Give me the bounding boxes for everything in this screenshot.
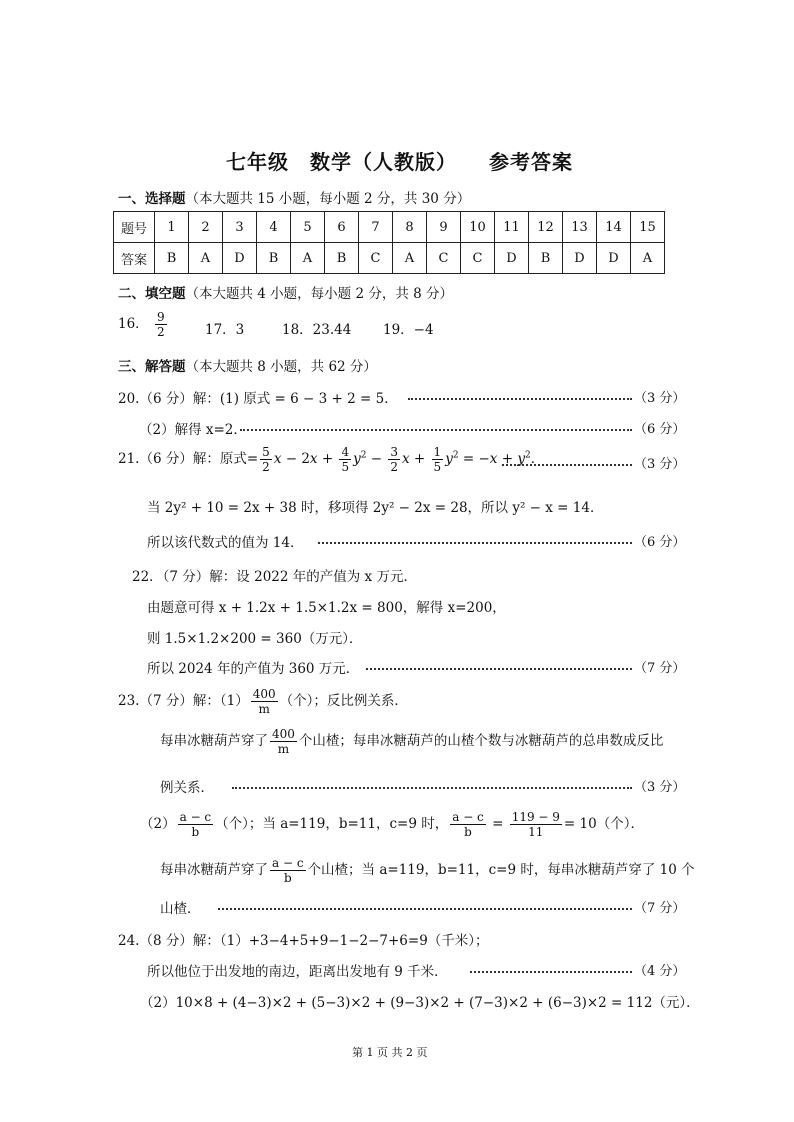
- table-cell: C: [427, 243, 461, 274]
- answer-table: [113, 211, 665, 274]
- denominator: m: [277, 742, 290, 756]
- numerator: 119 − 9: [511, 810, 560, 824]
- q23-line3: 例关系．: [160, 780, 214, 796]
- q16-denominator: 2: [156, 325, 165, 339]
- table-cell: 15: [631, 212, 665, 243]
- table-cell: 10: [461, 212, 495, 243]
- table-cell: 9: [427, 212, 461, 243]
- table-cell: 6: [325, 212, 359, 243]
- q23-line2-prefix: 每串冰糖葫芦穿了: [160, 733, 268, 749]
- q23-score2: （7 分）: [634, 901, 686, 916]
- table-cell: 14: [597, 212, 631, 243]
- fraction: [270, 727, 297, 756]
- denominator: m: [258, 702, 270, 716]
- q18-answer: 18．23.44: [282, 322, 352, 338]
- numerator: 400: [252, 687, 276, 701]
- table-cell: C: [359, 243, 393, 274]
- q21-prefix: 21.（6 分）解：原式=: [118, 451, 259, 467]
- denominator: b: [464, 825, 472, 839]
- q21-score1: （3 分）: [634, 457, 686, 472]
- q23-line4-prefix: （2）: [140, 816, 176, 832]
- q23-line1: [118, 687, 408, 716]
- q24-line1: 24.（8 分）解：（1）+3−4+5+9−1−2−7+6=9（千米）；: [118, 933, 489, 949]
- q23-line1-prefix: 23.（7 分）解：（1）: [118, 693, 249, 709]
- table-cell: D: [597, 243, 631, 274]
- q23-line4-mid: （个）；当 a=119，b=11，c=9 时，: [215, 816, 449, 832]
- table-row-numbers: [114, 212, 665, 243]
- q16-numerator: 9: [156, 310, 165, 324]
- q23-line6: 山楂．: [160, 901, 201, 917]
- table-cell: B: [325, 243, 359, 274]
- section-solve-label: 三、解答题: [118, 359, 186, 375]
- q21-line1: 21.（6 分）解：原式= $\frac{5}{2}$ x − 2x + $\frac{4}{5}$ $y^2$ − $\frac{3}{2}$ x + $\frac{1}{5}$ $y^2 = -x + y^2$．: [118, 445, 545, 474]
- denominator: 11: [528, 825, 544, 839]
- section-choice-note: （本大题共 15 小题，每小题 2 分，共 30 分）: [185, 191, 471, 207]
- page-title: 七年级 数学（人教版） 参考答案: [226, 150, 573, 174]
- leader-dots: [240, 429, 632, 431]
- q23-line5-prefix: 每串冰糖葫芦穿了: [160, 862, 268, 878]
- q21-line2: 当 2y² + 10 = 2x + 38 时，移项得 2y² − 2x = 28，所以 y² − x = 14．: [147, 500, 604, 516]
- leader-dots: [470, 971, 632, 973]
- numerator: 400: [272, 727, 295, 741]
- fraction: $\frac{5}{2}$: [262, 445, 270, 474]
- leader-dots: [366, 668, 632, 670]
- table-cell: A: [189, 243, 223, 274]
- numerator: a − c: [272, 856, 304, 870]
- fraction: $\frac{4}{5}$: [341, 445, 350, 474]
- q22-score: （7 分）: [634, 661, 686, 676]
- section-choice-label: 一、选择题: [118, 191, 186, 207]
- q22-line3: 则 1.5×1.2×200 = 360（万元）．: [147, 631, 363, 647]
- section-solve-note: （本大题共 8 小题，共 62 分）: [185, 359, 377, 375]
- table-cell: D: [563, 243, 597, 274]
- q23-line4-suffix: = 10（个）．: [563, 816, 644, 832]
- q16-label: 16．: [118, 316, 149, 332]
- page-footer: 第 1 页 共 2 页: [352, 1046, 428, 1059]
- leader-dots: [408, 398, 632, 400]
- leader-dots: [318, 542, 632, 544]
- q23-score1: （3 分）: [634, 780, 686, 795]
- q24-line3: （2）10×8 + (4−3)×2 + (5−3)×2 + (9−3)×2 + (7−3)×2 + (6−3)×2 = 112（元）．: [140, 995, 700, 1011]
- table-cell: D: [495, 243, 529, 274]
- q21-line3: 所以该代数式的值为 14．: [147, 535, 304, 551]
- fraction: [510, 810, 562, 839]
- fraction: $\frac{1}{5}$: [433, 445, 442, 474]
- denominator: b: [191, 825, 200, 839]
- q23-line2: [160, 727, 663, 756]
- table-cell: A: [291, 243, 325, 274]
- table-cell: 13: [563, 212, 597, 243]
- q21-score2: （6 分）: [634, 535, 686, 550]
- q23-line2-suffix: 个山楂；每串冰糖葫芦的山楂个数与冰糖葫芦的总串数成反比: [298, 733, 664, 749]
- numerator: a − c: [452, 810, 484, 824]
- table-cell: 7: [359, 212, 393, 243]
- q20-score2: （6 分）: [634, 422, 686, 437]
- section-fill-label: 二、填空题: [118, 286, 186, 302]
- table-cell: A: [631, 243, 665, 274]
- table-cell: C: [461, 243, 495, 274]
- table-cell: 2: [189, 212, 223, 243]
- numerator: a − c: [179, 810, 212, 824]
- section-choice-heading: [118, 187, 470, 207]
- table-cell: 5: [291, 212, 325, 243]
- q22-line4: 所以 2024 年的产值为 360 万元．: [147, 661, 360, 677]
- q22-line1: 22．（7 分）解：设 2022 年的产值为 x 万元．: [132, 569, 417, 585]
- table-cell: B: [257, 243, 291, 274]
- fraction: [450, 810, 486, 839]
- leader-dots: [218, 908, 632, 910]
- q23-line1-suffix: （个）；反比例关系．: [279, 693, 408, 709]
- fraction: [251, 687, 278, 716]
- table-cell: 1: [155, 212, 189, 243]
- q24-score1: （4 分）: [634, 964, 686, 979]
- q23-line4: （2） $\frac{a - c}{b}$ （个）；当 a=119，b=11，c=9 时， $\frac{a - c}{b}$ = $\frac{119 - 9}{11}$ = 10（个）．: [140, 810, 644, 839]
- q23-line5: [160, 856, 695, 885]
- table-header-cell: 答案: [114, 243, 155, 274]
- fraction: $\frac{3}{2}$: [390, 445, 399, 474]
- table-header-cell: 题号: [114, 212, 155, 243]
- table-row-answers: [114, 243, 665, 274]
- q22-line2: 由题意可得 x + 1.2x + 1.5×1.2x = 800，解得 x=200，: [147, 600, 506, 616]
- fraction: [178, 810, 214, 839]
- table-cell: 11: [495, 212, 529, 243]
- table-cell: 3: [223, 212, 257, 243]
- q20-score1: （3 分）: [634, 391, 686, 406]
- table-cell: 8: [393, 212, 427, 243]
- table-cell: D: [223, 243, 257, 274]
- denominator: b: [283, 871, 292, 885]
- q19-answer: 19．−4: [383, 322, 434, 338]
- table-cell: 4: [257, 212, 291, 243]
- section-fill-note: （本大题共 4 小题，每小题 2 分，共 8 分）: [185, 286, 454, 302]
- q16-fraction: [155, 310, 167, 339]
- table-cell: 12: [529, 212, 563, 243]
- q20-line2: （2）解得 x=2．: [139, 422, 247, 438]
- section-solve-heading: [118, 355, 377, 375]
- leader-dots: [502, 464, 632, 466]
- q20-line1: 20.（6 分）解：(1) 原式 = 6 − 3 + 2 = 5．: [118, 391, 398, 407]
- table-cell: B: [155, 243, 189, 274]
- fill-answers: [118, 310, 169, 339]
- table-cell: A: [393, 243, 427, 274]
- table-cell: B: [529, 243, 563, 274]
- section-fill-heading: [118, 282, 453, 302]
- q23-line5-suffix: 个山楂；当 a=119，b=11，c=9 时，每串冰糖葫芦穿了 10 个: [307, 862, 695, 878]
- leader-dots: [232, 787, 632, 789]
- fraction: [270, 856, 306, 885]
- q24-line2: 所以他位于出发地的南边，距离出发地有 9 千米．: [147, 964, 448, 980]
- q17-answer: 17．3: [205, 322, 245, 338]
